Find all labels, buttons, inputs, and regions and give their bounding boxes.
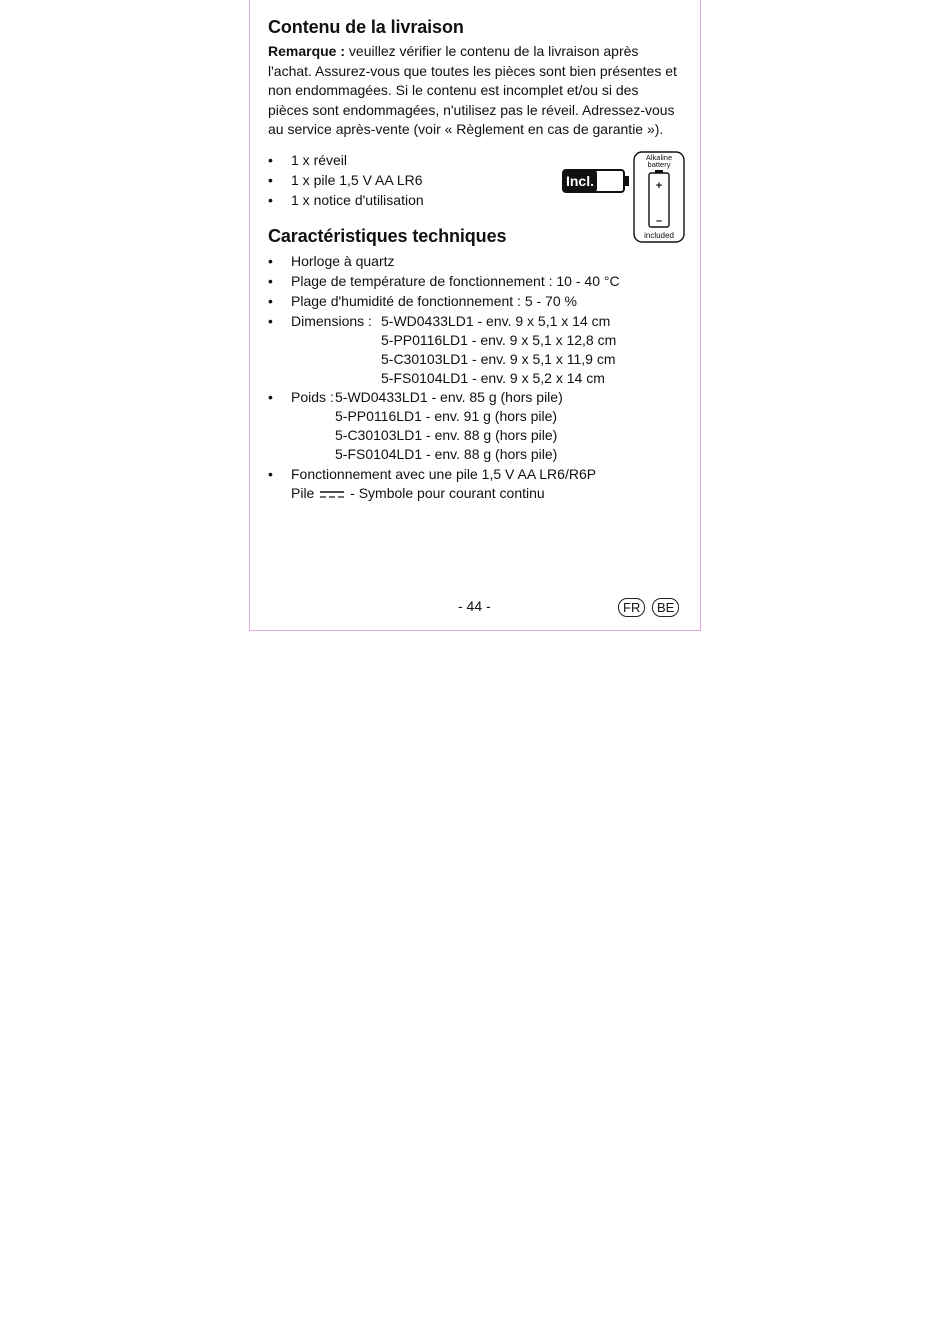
svg-text:battery: battery [647,160,671,169]
delivery-note: Remarque : veuillez vérifier le contenu de la livraison après l'achat. Assurez-vous que toutes les pièces sont bien présentes et non endommagées. Si le contenu est incomplet et/ou si des pièces sont endommagées, n'utilisez pas le réveil. Adressez-vous au service après-vente (voir « Règlement en cas de garantie »). [268,43,677,138]
dimension-row: 5-C30103LD1 - env. 9 x 5,1 x 11,9 cm [381,351,616,367]
dimension-row: 5-FS0104LD1 - env. 9 x 5,2 x 14 cm [381,370,605,386]
country-badge-be: BE [652,598,679,617]
svg-text:included: included [644,231,674,240]
dimension-row: 5-WD0433LD1 - env. 9 x 5,1 x 14 cm [381,313,611,329]
weight-row: 5-FS0104LD1 - env. 88 g (hors pile) [335,446,558,462]
svg-text:Alkaline: Alkaline [645,153,673,162]
list-item: • Horloge à quartz [291,251,395,271]
weight-row: 5-PP0116LD1 - env. 91 g (hors pile) [335,408,558,424]
list-item: • 1 x notice d'utilisation [291,190,424,210]
dimension-row: 5-PP0116LD1 - env. 9 x 5,1 x 12,8 cm [381,332,617,348]
svg-text:–: – [655,215,663,227]
note-label: Remarque : [268,43,346,59]
battery-included-badge-icon [562,169,630,193]
section-title-delivery: Contenu de la livraison [268,17,464,37]
manual-page [249,0,701,631]
weight-row: 5-WD0433LD1 - env. 85 g (hors pile) [335,389,563,405]
weight-row: 5-C30103LD1 - env. 88 g (hors pile) [335,427,558,443]
list-item: • Plage d'humidité de fonctionnement : 5 - 70 % [291,291,577,311]
section-title-specs: Caractéristiques techniques [268,226,507,246]
weight-label: • Poids : [291,387,334,407]
list-item: • 1 x réveil [291,150,347,170]
direct-current-icon [320,489,344,499]
dc-symbol-line: Pile - Symbole pour courant continu [291,485,545,501]
list-item: • Plage de température de fonctionnement : 10 - 40 °C [291,271,620,291]
incl-label: Incl. [565,173,595,189]
country-badge-fr: FR [618,598,645,617]
dimensions-label: • Dimensions : [291,311,372,331]
list-item: • Fonctionnement avec une pile 1,5 V AA LR6/R6P [291,464,596,484]
page-number: - 44 - [458,598,491,614]
svg-text:+: + [655,180,663,192]
list-item: • 1 x pile 1,5 V AA LR6 [291,170,423,190]
alkaline-battery-icon [633,151,685,243]
